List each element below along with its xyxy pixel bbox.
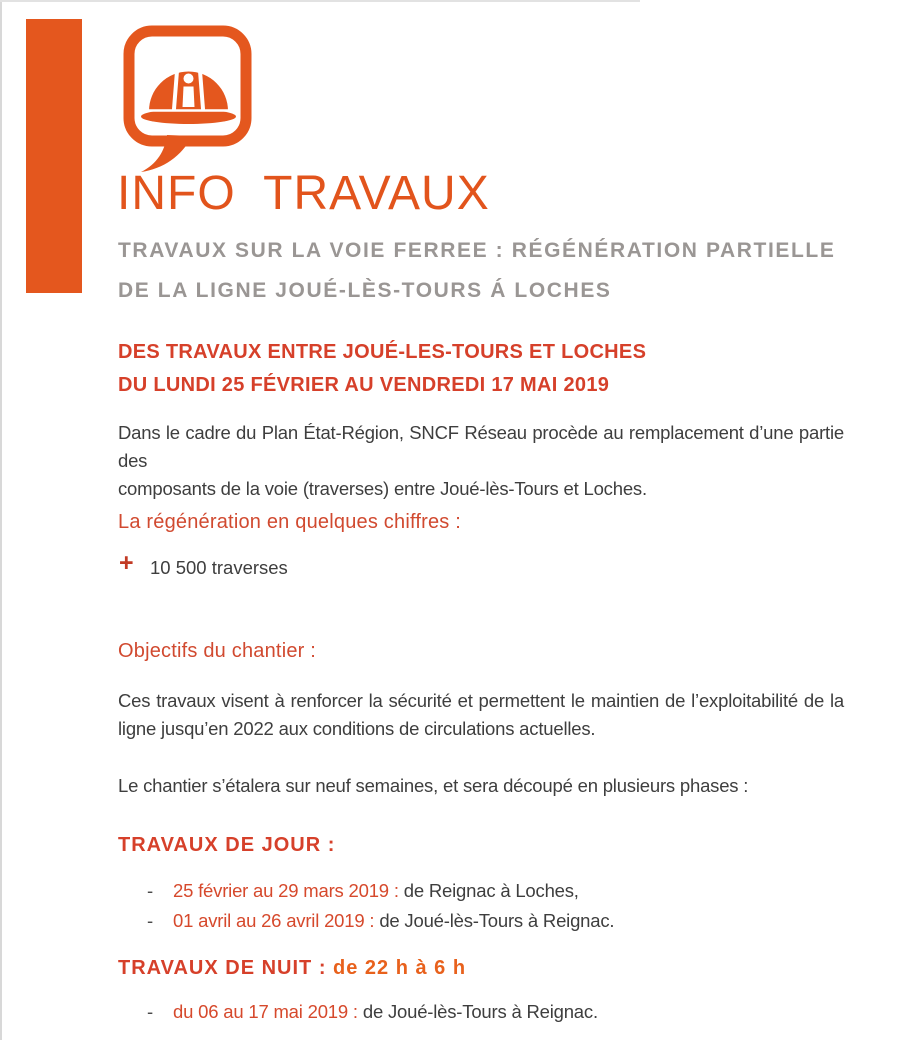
work-item-route: de Joué-lès-Tours à Reignac. (362, 1001, 598, 1022)
night-works-time: de 22 h à 6 h (333, 957, 467, 979)
page-subtitle-line-2: DE LA LIGNE JOUÉ-LÈS-TOURS Á LOCHES (118, 279, 612, 302)
page-left-edge (0, 0, 2, 1040)
accent-bar (26, 19, 82, 293)
figures-value: 10 500 traverses (150, 557, 288, 578)
notice-heading (118, 336, 646, 402)
intro-paragraph-line-2: composants de la voie (traverses) entre Joué-lès-Tours et Loches. (118, 478, 647, 499)
plus-bullet-icon: + (119, 549, 134, 577)
dash-bullet: - (147, 880, 153, 901)
objectives-heading: Objectifs du chantier : (118, 640, 317, 662)
objectives-paragraph-line-2: ligne jusqu’en 2022 aux conditions de circulations actuelles. (118, 718, 596, 739)
day-work-item-2-text (173, 910, 614, 932)
night-works-heading-label: TRAVAUX DE NUIT : (118, 957, 334, 979)
page-subtitle-line-1: TRAVAUX SUR LA VOIE FERREE : RÉGÉNÉRATION PARTIELLE (118, 239, 836, 262)
objectives-paragraph-line-1: Ces travaux visent à renforcer la sécurité et permettent le maintien de l’exploitabilité de la (118, 690, 844, 711)
work-item-date: 01 avril au 26 avril 2019 : (173, 910, 375, 931)
day-works-heading: TRAVAUX DE JOUR : (118, 834, 336, 856)
day-work-item-1-text (173, 880, 579, 902)
page-subtitle (118, 231, 888, 311)
night-work-item-1-text (173, 1001, 598, 1023)
intro-paragraph (118, 419, 844, 503)
work-item-route: de Joué-lès-Tours à Reignac. (379, 910, 615, 931)
phases-intro: Le chantier s’étalera sur neuf semaines, et sera découpé en plusieurs phases : (118, 775, 749, 796)
page-title: INFO TRAVAUX (117, 167, 490, 220)
objectives-paragraph (118, 687, 844, 743)
notice-heading-line-1: DES TRAVAUX ENTRE JOUÉ-LES-TOURS ET LOCHES (118, 341, 647, 363)
work-item-route: de Reignac à Loches, (403, 880, 579, 901)
dash-bullet: - (147, 910, 153, 931)
dash-bullet: - (147, 1001, 153, 1022)
work-item-date: 25 février au 29 mars 2019 : (173, 880, 399, 901)
work-item-date: du 06 au 17 mai 2019 : (173, 1001, 358, 1022)
helmet-speech-bubble-icon (123, 25, 253, 178)
intro-paragraph-line-1: Dans le cadre du Plan État-Région, SNCF Réseau procède au remplacement d’une partie des (118, 422, 844, 471)
page-top-edge (0, 0, 640, 2)
notice-heading-line-2: DU LUNDI 25 FÉVRIER AU VENDREDI 17 MAI 2019 (118, 374, 610, 396)
figures-heading: La régénération en quelques chiffres : (118, 511, 462, 533)
night-works-heading (118, 956, 466, 980)
